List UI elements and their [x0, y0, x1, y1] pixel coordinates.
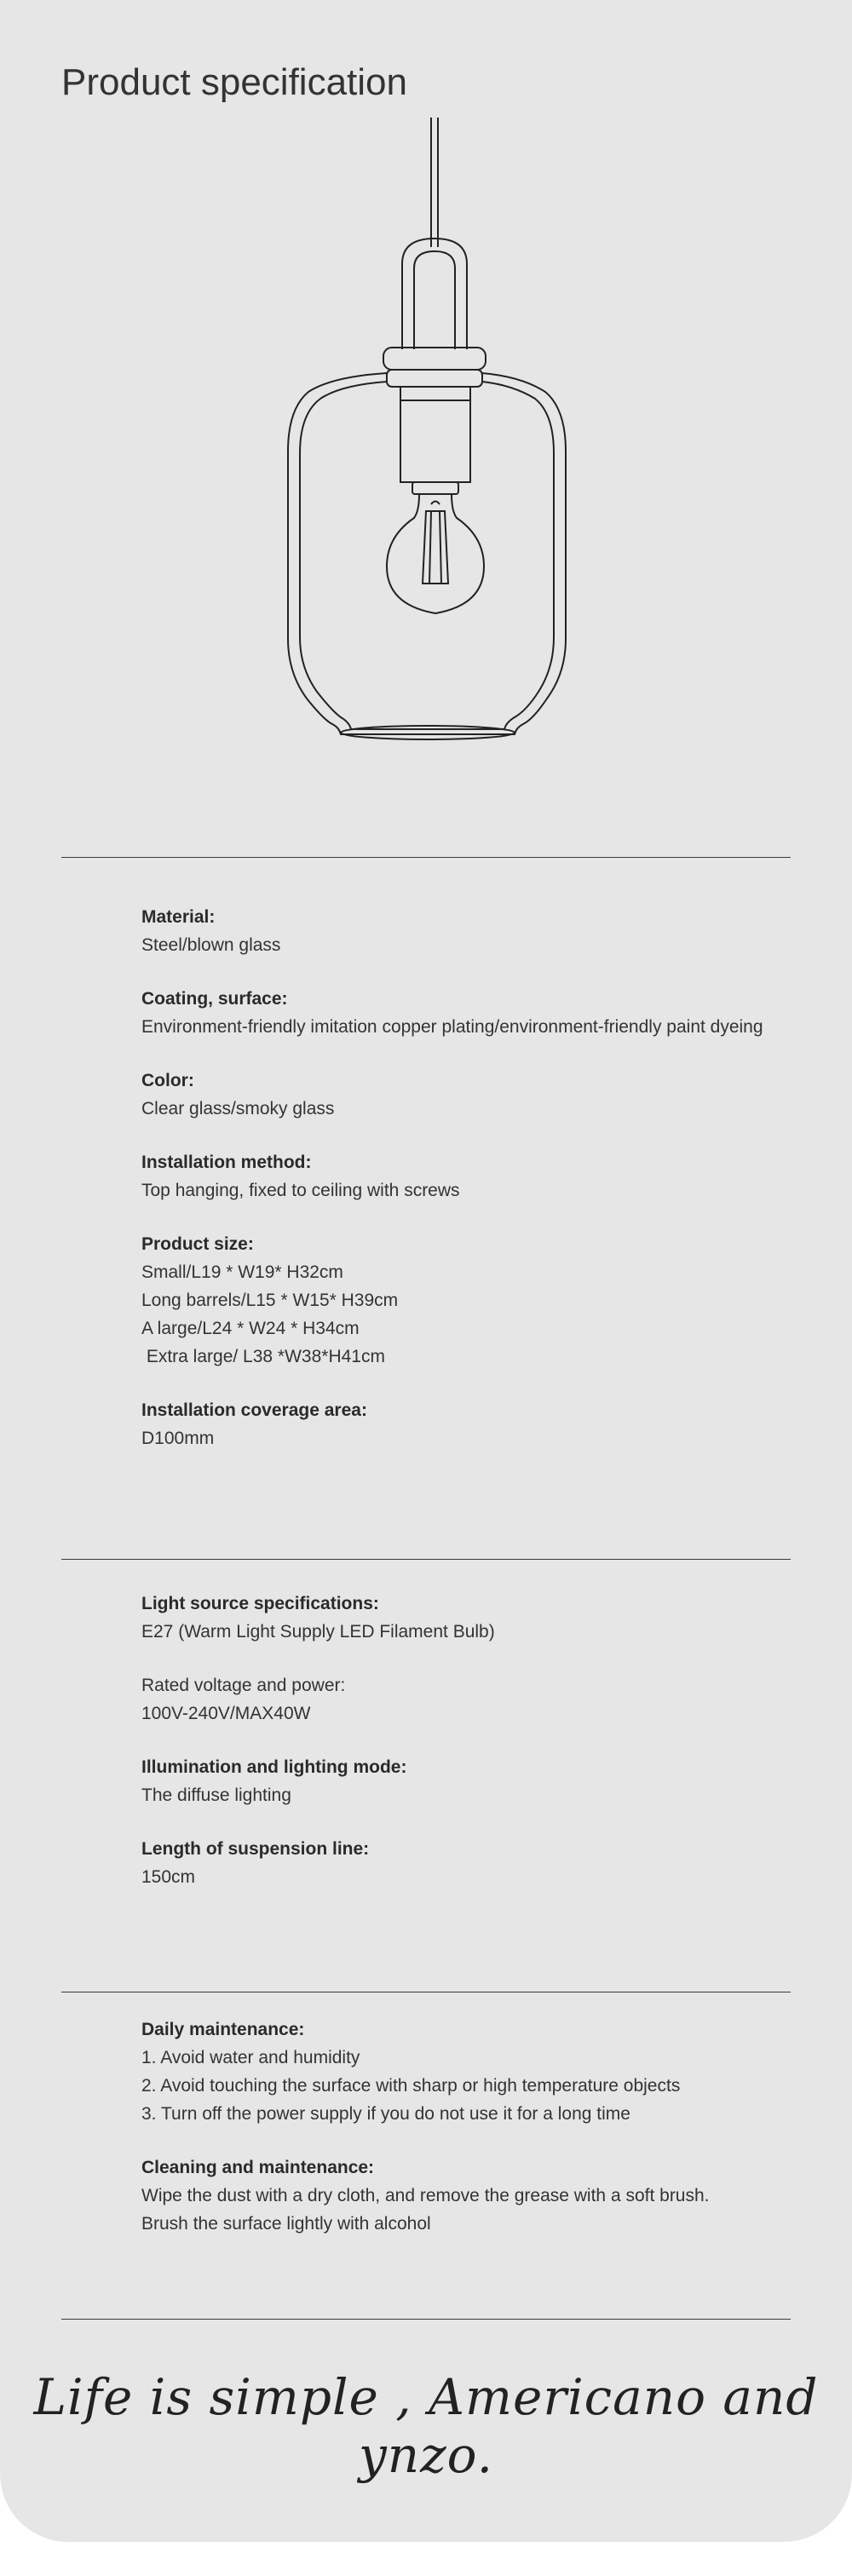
spec-coverage: [141, 1396, 823, 1452]
brand-slogan: Life is simple , Americano and ynzo.: [33, 2368, 819, 2484]
maintenance-line: 2. Avoid touching the surface with sharp or high temperature objects: [141, 2076, 681, 2096]
spec-daily-maintenance: [141, 2015, 823, 2128]
spec-color: [141, 1067, 823, 1123]
spec-value: Steel/blown glass: [141, 935, 281, 955]
spec-label: Length of suspension line:: [141, 1839, 370, 1859]
spec-label: Installation coverage area:: [141, 1400, 367, 1420]
maintenance-line: 3. Turn off the power supply if you do not use it for a long time: [141, 2104, 630, 2124]
spec-label: Coating, surface:: [141, 989, 288, 1009]
spec-lighting-mode: [141, 1753, 823, 1809]
spec-label: Installation method:: [141, 1153, 312, 1172]
spec-value: The diffuse lighting: [141, 1785, 291, 1805]
size-line: A large/L24 * W24 * H34cm: [141, 1319, 360, 1338]
spec-light-source: [141, 1590, 823, 1646]
spec-label: Illumination and lighting mode:: [141, 1757, 407, 1777]
spec-value: [141, 2044, 823, 2128]
spec-suspension: [141, 1835, 823, 1891]
spec-label: Cleaning and maintenance:: [141, 2158, 375, 2177]
section-divider: [61, 857, 791, 858]
maintenance-section: [141, 2015, 823, 2263]
section-divider: [61, 1559, 791, 1560]
spec-label: Product size:: [141, 1234, 254, 1254]
lighting-specs-section: [141, 1590, 823, 1917]
spec-value: [141, 2182, 823, 2238]
spec-value: Environment-friendly imitation copper plating/environment-friendly paint dyeing: [141, 1017, 763, 1037]
cleaning-line: Wipe the dust with a dry cloth, and remove the grease with a soft brush.: [141, 2186, 710, 2205]
pendant-lamp-illustration: [273, 111, 596, 741]
spec-value: [141, 1258, 823, 1371]
size-line: Extra large/ L38 *W38*H41cm: [141, 1347, 385, 1366]
spec-value: D100mm: [141, 1429, 215, 1448]
spec-value: Top hanging, fixed to ceiling with screws: [141, 1181, 460, 1200]
material-specs-section: [141, 903, 823, 1478]
spec-voltage: [141, 1671, 823, 1728]
spec-label: Material:: [141, 907, 216, 927]
spec-value: E27 (Warm Light Supply LED Filament Bulb): [141, 1622, 495, 1642]
spec-label: Daily maintenance:: [141, 2020, 305, 2039]
cleaning-line: Brush the surface lightly with alcohol: [141, 2214, 431, 2234]
spec-cleaning-maintenance: [141, 2153, 823, 2238]
spec-label: Light source specifications:: [141, 1594, 379, 1613]
spec-label: Color:: [141, 1071, 194, 1090]
spec-value: 150cm: [141, 1867, 196, 1887]
spec-size: [141, 1230, 823, 1371]
page-title: Product specification: [61, 61, 407, 103]
spec-coating: [141, 985, 823, 1041]
size-line: Long barrels/L15 * W15* H39cm: [141, 1291, 399, 1310]
spec-value: 100V-240V/MAX40W: [141, 1704, 311, 1723]
spec-material: [141, 903, 823, 959]
section-divider: [61, 2319, 791, 2320]
spec-label: Rated voltage and power:: [141, 1676, 346, 1695]
size-line: Small/L19 * W19* H32cm: [141, 1262, 343, 1282]
spec-value: Clear glass/smoky glass: [141, 1099, 335, 1118]
maintenance-line: 1. Avoid water and humidity: [141, 2048, 360, 2067]
spec-installation: [141, 1148, 823, 1205]
